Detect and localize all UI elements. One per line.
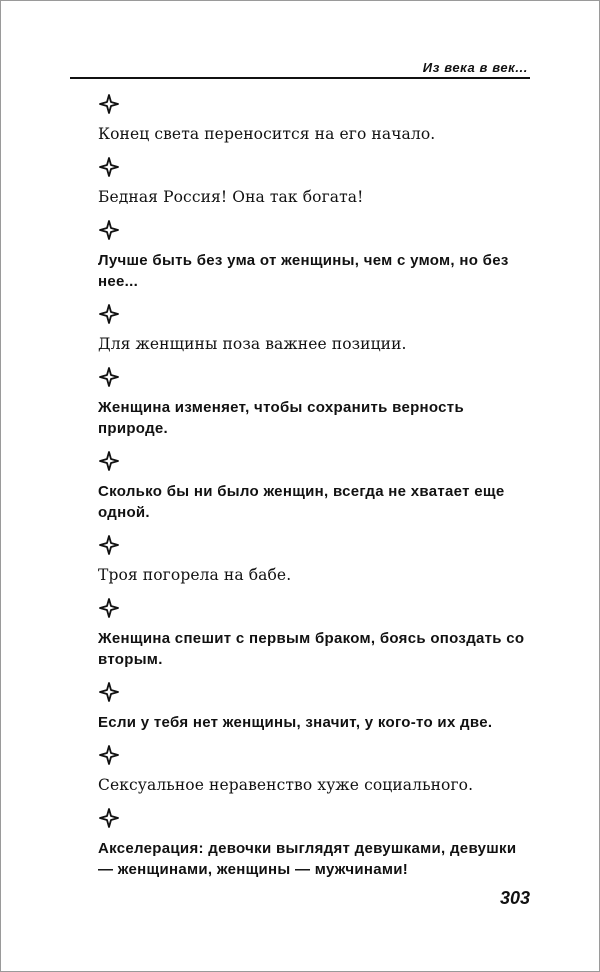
quote-text: Акселерация: девочки выглядят девушками, девушки — женщинами, женщины — мужчинами!	[98, 840, 517, 878]
entry	[98, 598, 533, 670]
quote-text: Сексуальное неравенство хуже социального.	[98, 776, 474, 794]
star-ornament-icon	[99, 157, 119, 177]
entry	[98, 94, 533, 145]
quote-text: Бедная Россия! Она так богата!	[98, 188, 364, 206]
star-ornament-icon	[99, 598, 119, 618]
quote-text: Женщина спешит с первым браком, боясь опоздать со вторым.	[98, 630, 525, 668]
quote-text: Если у тебя нет женщины, значит, у кого-то их две.	[98, 714, 493, 731]
star-ornament-icon	[99, 94, 119, 114]
entry	[98, 157, 533, 208]
star-ornament-icon	[99, 745, 119, 765]
entry	[98, 745, 533, 796]
star-ornament-icon	[99, 808, 119, 828]
entry	[98, 808, 533, 880]
star-ornament-icon	[99, 367, 119, 387]
page-number: 303	[499, 888, 530, 908]
star-ornament-icon	[99, 535, 119, 555]
quote-text: Для женщины поза важнее позиции.	[98, 335, 407, 353]
quote-text: Троя погорела на бабе.	[98, 566, 292, 584]
quote-text: Лучше быть без ума от женщины, чем с умом, но без нее...	[98, 252, 509, 290]
quote-text: Сколько бы ни было женщин, всегда не хватает еще одной.	[98, 483, 505, 521]
entry	[98, 682, 533, 733]
quote-text: Конец света переносится на его начало.	[98, 125, 436, 143]
entry	[98, 451, 533, 523]
star-ornament-icon	[99, 682, 119, 702]
running-head: Из века в век...	[422, 60, 528, 75]
entry	[98, 304, 533, 355]
page-content	[98, 94, 533, 892]
star-ornament-icon	[99, 220, 119, 240]
star-ornament-icon	[99, 304, 119, 324]
quote-text: Женщина изменяет, чтобы сохранить верность природе.	[98, 399, 464, 437]
entry	[98, 367, 533, 439]
entry	[98, 220, 533, 292]
star-ornament-icon	[99, 451, 119, 471]
header-rule	[70, 77, 530, 79]
entry	[98, 535, 533, 586]
